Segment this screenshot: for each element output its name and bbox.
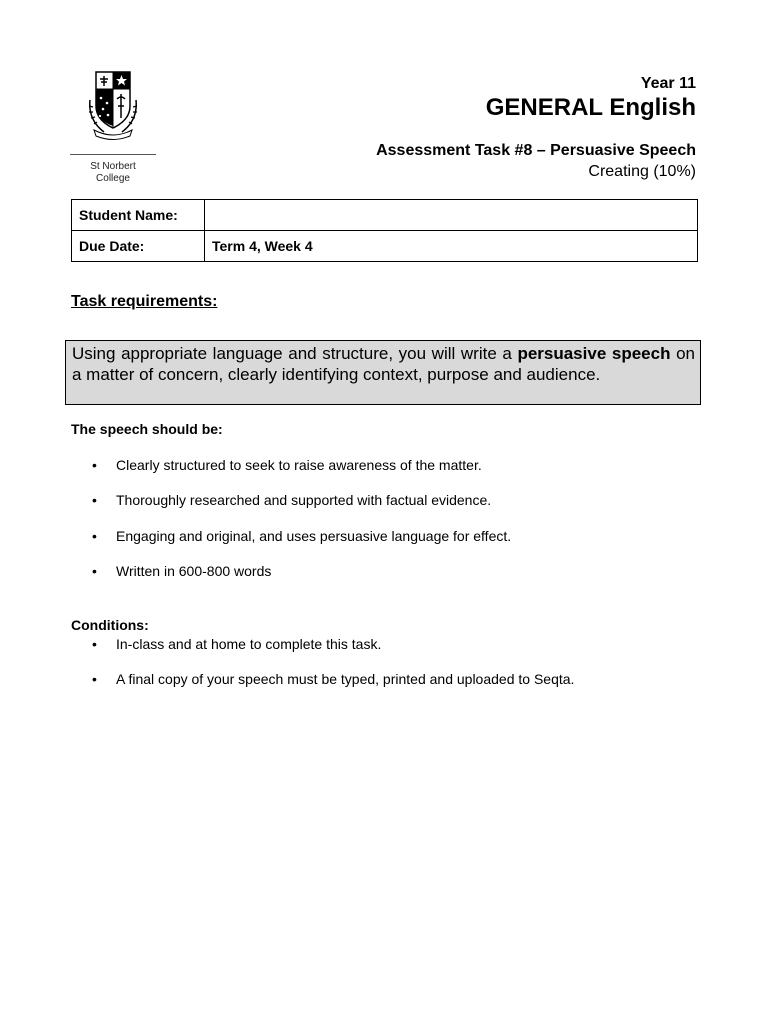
due-date-value: Term 4, Week 4 — [205, 231, 698, 262]
subject-title: GENERAL English — [485, 94, 696, 121]
bullet-icon: • — [92, 636, 97, 652]
speech-criterion: Written in 600-800 words — [116, 563, 272, 579]
college-name-line1: St Norbert — [90, 161, 136, 172]
task-text-end: on a matter of concern, clearly identifying context, purpose and audience. — [72, 344, 695, 384]
task-text-emphasis: persuasive speech — [517, 344, 671, 363]
student-name-row — [72, 200, 698, 231]
condition-item: In-class and at home to complete this task. — [116, 636, 382, 652]
condition-item: A final copy of your speech must be typed, printed and uploaded to Seqta. — [116, 671, 575, 687]
assessment-weighting: Creating (10%) — [588, 163, 696, 180]
conditions-heading: Conditions: — [71, 617, 149, 633]
bullet-icon: • — [92, 563, 97, 579]
bullet-icon: • — [92, 671, 97, 687]
speech-criterion: Thoroughly researched and supported with factual evidence. — [116, 492, 492, 508]
student-name-field[interactable] — [205, 200, 698, 231]
student-name-label: Student Name: — [72, 200, 205, 231]
speech-criterion: Clearly structured to seek to raise awareness of the matter. — [116, 457, 482, 473]
task-requirements-heading: Task requirements: — [71, 293, 218, 310]
speech-criterion: Engaging and original, and uses persuasive language for effect. — [116, 528, 512, 544]
task-text-start: Using appropriate language and structure, you will write a — [72, 344, 518, 363]
task-description-box — [65, 340, 701, 405]
bullet-icon: • — [92, 457, 97, 473]
college-crest-icon — [84, 70, 142, 142]
year-level: Year 11 — [640, 75, 696, 92]
bullet-icon: • — [92, 528, 97, 544]
speech-criteria-heading: The speech should be: — [71, 421, 223, 437]
student-info-table — [71, 199, 698, 262]
assessment-task-title: Assessment Task #8 – Persuasive Speech — [376, 142, 696, 159]
college-motto — [70, 70, 71, 71]
college-name-line2: College — [96, 173, 130, 184]
logo-divider — [70, 154, 156, 155]
due-date-row — [72, 231, 698, 262]
college-logo — [70, 70, 158, 188]
college-name — [70, 161, 156, 185]
bullet-icon: • — [92, 492, 97, 508]
due-date-label: Due Date: — [72, 231, 205, 262]
